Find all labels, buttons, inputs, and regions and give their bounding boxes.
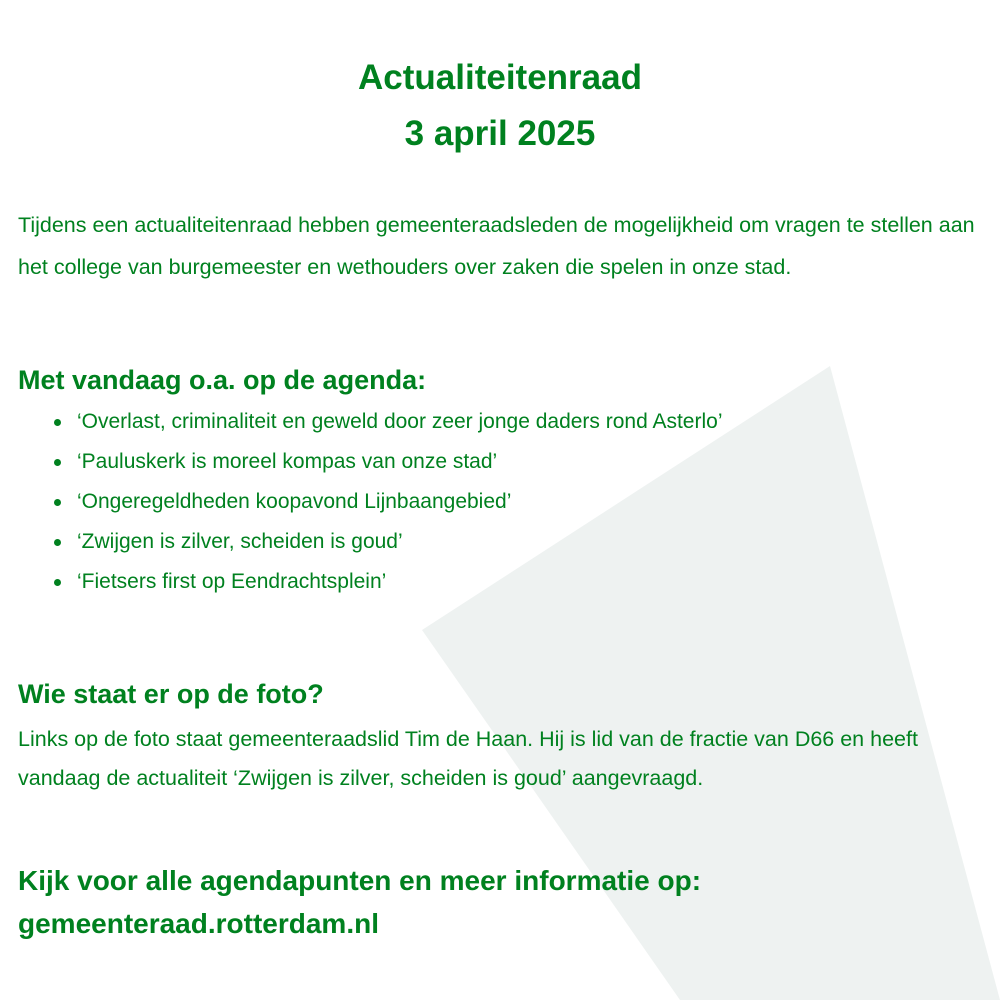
agenda-item: ‘Overlast, criminaliteit en geweld door zeer jonge daders rond Asterlo’ (18, 402, 723, 442)
agenda-item: ‘Pauluskerk is moreel kompas van onze stad’ (18, 442, 723, 482)
website-link[interactable]: gemeenteraad.rotterdam.nl (18, 908, 379, 939)
intro-text: Tijdens een actualiteitenraad hebben gemeenteraadsleden de mogelijkheid om vragen te stellen aan het college van burgemeester en wethouders over zaken die spelen in onze stad. (18, 213, 975, 279)
agenda-list (18, 402, 723, 602)
photo-description: Links op de foto staat gemeenteraadslid Tim de Haan. Hij is lid van de fractie van D66 en heeft vandaag de actualiteit ‘Zwijgen is zilver, scheiden is goud’ aangevraagd. (18, 727, 918, 790)
title-line-2: 3 april 2025 (404, 114, 596, 153)
agenda-item: ‘Zwijgen is zilver, scheiden is goud’ (18, 522, 723, 562)
more-info-label: Kijk voor alle agendapunten en meer informatie op: (18, 865, 702, 896)
title-line-1: Actualiteitenraad (358, 58, 642, 97)
agenda-item: ‘Fietsers first op Eendrachtsplein’ (18, 562, 723, 602)
page-title (18, 50, 982, 162)
content (18, 0, 982, 1000)
agenda-item: ‘Ongeregeldheden koopavond Lijnbaangebied’ (18, 482, 723, 522)
more-info (18, 859, 982, 945)
agenda-heading: Met vandaag o.a. op de agenda: (18, 365, 427, 395)
photo-heading: Wie staat er op de foto? (18, 679, 324, 709)
